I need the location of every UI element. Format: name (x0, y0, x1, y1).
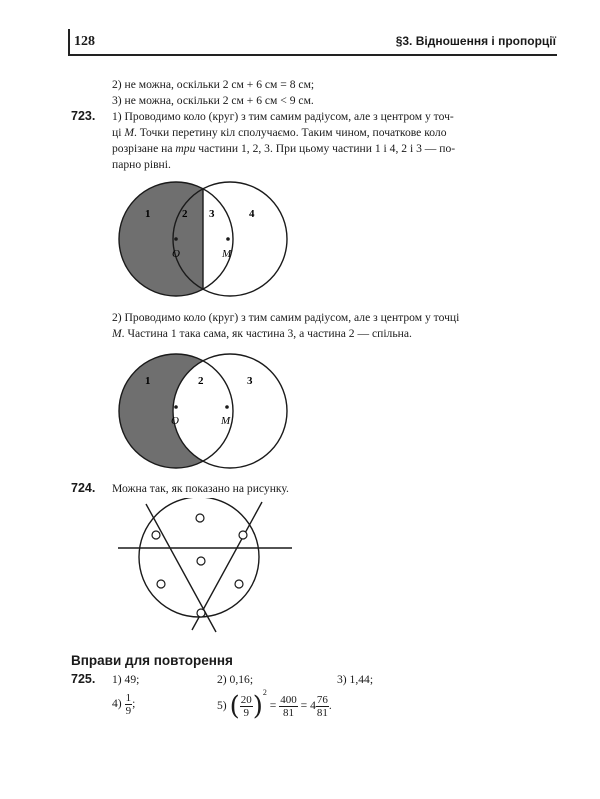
denominator: 9 (125, 705, 132, 717)
small-circle (197, 609, 205, 617)
ex723-p1-line3 (112, 140, 455, 157)
point-label-o: O (171, 415, 179, 427)
text-fragment: . Частина 1 така сама, як частина 3, а частина 2 — спільна. (121, 327, 412, 340)
fraction (240, 694, 253, 719)
ex725-answer-4 (112, 692, 135, 717)
exercise-number-723: 723. (71, 109, 96, 123)
ex725-answer-3: 3) 1,44; (337, 673, 374, 686)
text-fragment: . Точки перетину кіл сполучаємо. Таким чином, початкове коло (134, 126, 447, 139)
numerator: 76 (316, 693, 328, 706)
right-paren: ) (252, 691, 263, 722)
numerator: 400 (280, 693, 297, 706)
small-circle (235, 580, 243, 588)
left-paren: ( (229, 691, 240, 722)
denominator: 81 (283, 706, 294, 719)
section-heading: Вправи для повторення (71, 653, 233, 668)
header-rule (68, 54, 557, 56)
text-fragment: ці (112, 126, 125, 139)
item-label: 4) (112, 697, 122, 711)
equals-sign: = (269, 699, 277, 712)
ex723-p1-line1: 1) Проводимо коло (круг) з тим самим радіусом, але з центром у точ- (112, 110, 454, 123)
ex723-p1-line2 (112, 124, 447, 141)
part-label-4: 4 (249, 208, 255, 220)
point-name-m: M (124, 126, 134, 139)
ex723-p2-line2 (112, 325, 412, 342)
header-left-bar (68, 29, 70, 55)
ex725-answer-2: 2) 0,16; (217, 673, 254, 686)
page-number: 128 (74, 34, 95, 49)
exponent: 2 (262, 688, 267, 697)
text-fragment: частини 1, 2, 3. При цьому частини 1 і 4, 2 і 3 — по- (195, 142, 456, 155)
numerator: 1 (125, 692, 132, 704)
equals-whole-part: = 4 (300, 699, 316, 712)
center-o-dot (174, 405, 178, 409)
section-title: §3. Відношення і пропорції (395, 34, 556, 48)
point-label-o: O (172, 248, 180, 260)
denominator: 81 (316, 706, 328, 719)
fraction (125, 692, 136, 717)
center-m-dot (225, 405, 229, 409)
text-fragment: розрізане на (112, 142, 176, 155)
numerator: 20 (240, 693, 252, 706)
part-label-3: 3 (247, 375, 253, 387)
small-circle (196, 514, 204, 522)
item-label: 5) (217, 699, 227, 712)
part-label-2: 2 (182, 208, 188, 220)
ex723-p1-line4: парно рівні. (112, 158, 171, 171)
answer-line-3: 3) не можна, оскільки 2 см + 6 см < 9 см. (112, 94, 314, 107)
center-m-dot (226, 237, 230, 241)
figure-circles-overlap (110, 350, 300, 476)
small-circle (197, 557, 205, 565)
figure-circle-three-lines (110, 498, 300, 638)
part-label-1: 1 (145, 375, 151, 387)
small-circle (157, 580, 165, 588)
ex725-answer-1: 1) 49; (112, 673, 140, 686)
center-o-dot (174, 237, 178, 241)
point-name-m: M (112, 327, 122, 340)
ex724-text: Можна так, як показано на рисунку. (112, 482, 289, 495)
figure-circles-split (110, 178, 300, 306)
answer-line-2: 2) не можна, оскільки 2 см + 6 см = 8 см; (112, 78, 315, 91)
punctuation: . (328, 699, 332, 712)
fraction (279, 694, 298, 719)
punctuation: ; (132, 697, 136, 711)
part-label-1: 1 (145, 208, 151, 220)
fraction (316, 694, 329, 719)
exercise-number-725: 725. (71, 672, 96, 686)
italic-word: три (175, 142, 196, 155)
point-label-m: M (222, 248, 232, 260)
part-label-2: 2 (198, 375, 204, 387)
denominator: 9 (243, 706, 249, 719)
ex723-p2-line1: 2) Проводимо коло (круг) з тим самим радіусом, але з центром у точці (112, 311, 460, 324)
point-label-m: M (221, 415, 231, 427)
part-label-3: 3 (209, 208, 215, 220)
exercise-number-724: 724. (71, 481, 96, 495)
small-circle (152, 531, 160, 539)
small-circle (239, 531, 247, 539)
ex725-answer-5 (217, 688, 332, 721)
